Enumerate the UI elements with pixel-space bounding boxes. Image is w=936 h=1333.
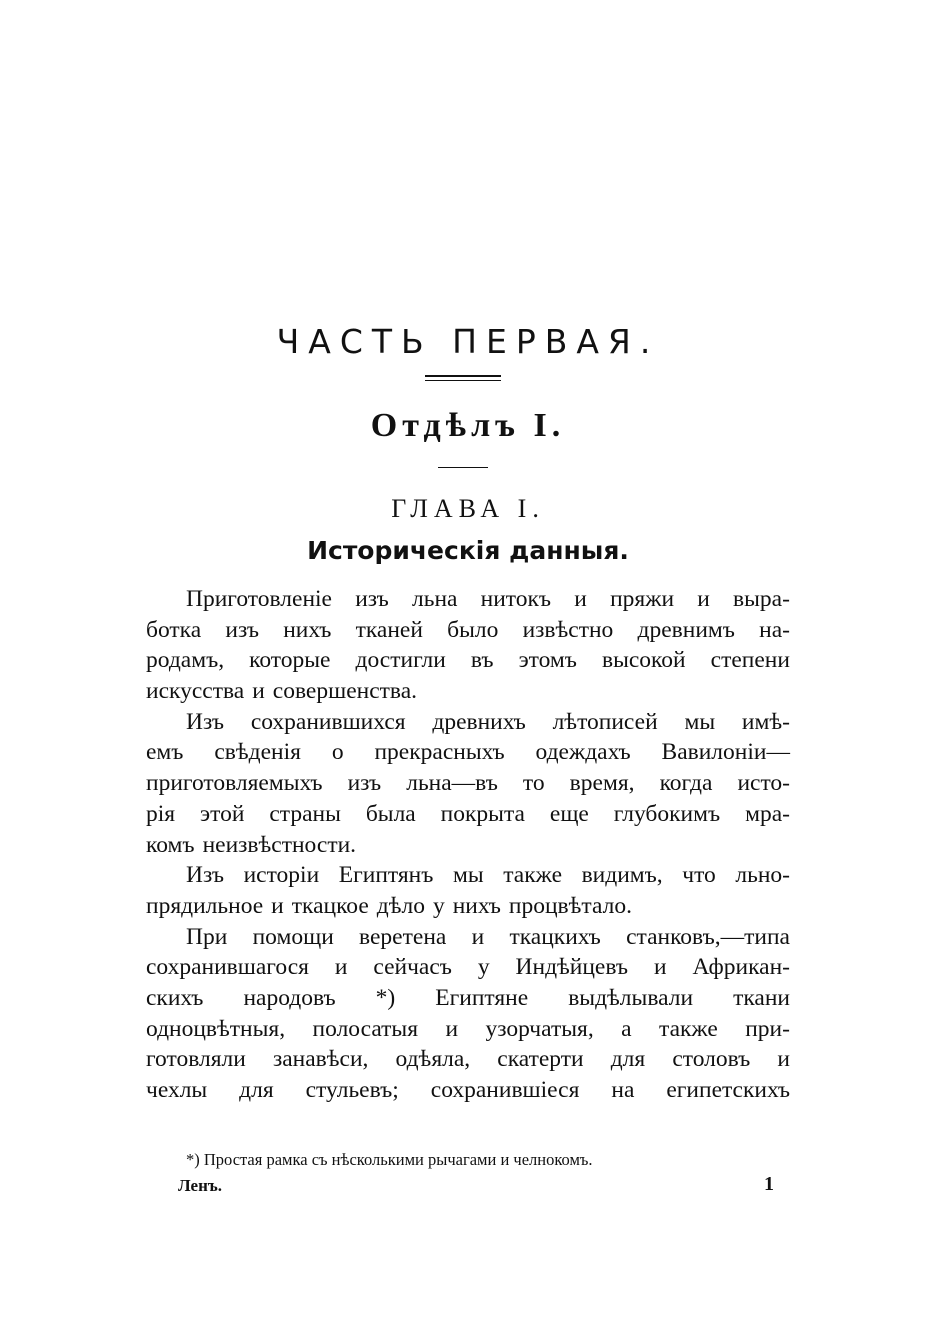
word: одѣяла, <box>395 1046 471 1073</box>
word: готовляли <box>146 1046 246 1073</box>
signature-mark: Ленъ. <box>178 1176 223 1195</box>
word: и <box>777 1046 790 1073</box>
word: станковъ,—типа <box>626 923 790 950</box>
word: процвѣтало. <box>508 892 632 919</box>
word: узорчатыя, <box>485 1015 594 1042</box>
word: мы <box>684 708 716 735</box>
word: египетскихъ <box>666 1077 790 1103</box>
word: древнихъ <box>432 708 526 735</box>
word: для <box>610 1046 646 1073</box>
text-line <box>146 1075 790 1106</box>
section-title: Отдѣлъ I. <box>370 407 566 444</box>
word: сохранившіеся <box>430 1077 580 1103</box>
word: льно- <box>735 862 790 889</box>
word: страны <box>269 800 341 827</box>
word: родамъ, <box>146 647 225 674</box>
word: льна <box>412 586 458 612</box>
word: еще <box>549 800 589 827</box>
word: ткацкое <box>291 892 369 919</box>
word: пряжи <box>610 586 675 612</box>
word: мы <box>452 862 484 889</box>
word: сохранившихся <box>250 708 406 735</box>
word: столовъ <box>672 1046 751 1073</box>
word: приготовляемыхъ <box>146 770 323 797</box>
single-rule-divider <box>438 467 488 468</box>
word: комъ <box>146 831 195 858</box>
word: время, <box>569 770 635 797</box>
word: народовъ <box>243 984 336 1011</box>
chapter-title: ГЛАВА I. <box>391 494 545 523</box>
word: на <box>611 1077 635 1103</box>
word: была <box>365 800 416 827</box>
word: у <box>477 954 490 981</box>
word: которые <box>249 647 331 674</box>
text-line <box>146 676 790 707</box>
word: Египтяне <box>435 984 529 1011</box>
word: тканей <box>355 616 423 643</box>
footnote: *) Простая рамка съ нѣсколькими рычагами и челнокомъ. <box>186 1150 593 1169</box>
word: емъ <box>146 739 184 766</box>
word: сохранившагося <box>146 954 309 981</box>
word: исто- <box>737 770 790 797</box>
word: было <box>447 616 499 643</box>
word: этой <box>200 800 245 827</box>
word: извѣстно <box>522 616 614 643</box>
word: скихъ <box>146 984 204 1011</box>
double-rule-divider <box>425 375 501 381</box>
word: чехлы <box>146 1077 208 1103</box>
word: выдѣлывали <box>568 984 694 1011</box>
word: совершенства. <box>272 678 417 705</box>
word: и <box>334 954 348 981</box>
word: нихъ <box>452 892 501 919</box>
word: помощи <box>252 923 334 950</box>
word: искусства <box>146 678 245 705</box>
word: видимъ, <box>581 862 663 889</box>
word: ткацкихъ <box>509 923 601 950</box>
text-line <box>146 645 790 676</box>
text-line <box>146 737 790 768</box>
word: также <box>503 862 562 889</box>
word: веретена <box>359 923 447 950</box>
text-line <box>146 952 790 983</box>
word: Вавилоніи— <box>661 739 790 766</box>
text-line <box>146 707 790 738</box>
word: глубокимъ <box>613 800 721 827</box>
word: также <box>659 1015 718 1042</box>
word: и <box>445 1015 459 1042</box>
word: Индѣйцевъ <box>515 954 629 981</box>
word: дѣло <box>376 892 425 919</box>
word: льна—въ <box>406 770 498 797</box>
word: и <box>697 586 710 612</box>
word: одноцвѣтныя, <box>146 1015 286 1042</box>
word: высокой <box>601 647 686 674</box>
body-text <box>146 584 790 1106</box>
word: занавѣси, <box>272 1046 369 1073</box>
word: ботка <box>146 616 202 643</box>
word: при- <box>745 1015 790 1042</box>
word: на- <box>759 616 790 643</box>
word: что <box>682 862 716 889</box>
text-line <box>146 860 790 891</box>
text-line <box>146 615 790 646</box>
word: и <box>574 586 587 612</box>
word: нитокъ <box>480 586 552 612</box>
chapter-heading: Историческія данныя. <box>307 536 629 565</box>
word: и <box>271 892 284 919</box>
word: о <box>331 739 344 766</box>
word: имѣ- <box>741 708 790 735</box>
word: выра- <box>733 586 790 612</box>
word: въ <box>470 647 494 674</box>
word: изъ <box>347 770 382 797</box>
word: прядильное <box>146 892 264 919</box>
text-line <box>146 983 790 1014</box>
word: изъ <box>225 616 259 643</box>
word: Изъ <box>186 708 225 735</box>
word: этомъ <box>518 647 577 674</box>
text-line <box>146 799 790 830</box>
text-line <box>146 768 790 799</box>
word: прекрасныхъ <box>374 739 505 766</box>
word: полосатыя <box>312 1015 419 1042</box>
word: неизвѣстности. <box>202 831 357 858</box>
word: то <box>522 770 545 797</box>
word: *) <box>375 984 396 1011</box>
text-line <box>146 1044 790 1075</box>
text-line <box>146 830 790 861</box>
word: свѣденія <box>214 739 301 766</box>
word: для <box>239 1077 274 1103</box>
word: изъ <box>355 586 389 612</box>
word: Африкан- <box>692 954 790 981</box>
word: стульевъ; <box>305 1077 399 1103</box>
text-line <box>146 1014 790 1045</box>
text-line <box>146 891 790 922</box>
word: нихъ <box>283 616 332 643</box>
word: и <box>653 954 667 981</box>
word: а <box>621 1015 632 1042</box>
word: у <box>432 892 445 919</box>
word: исторіи <box>243 862 320 889</box>
word: рія <box>146 800 176 827</box>
word: и <box>252 678 265 705</box>
word: когда <box>659 770 713 797</box>
part-title: ЧАСТЬ ПЕРВАЯ. <box>276 322 660 361</box>
word: одеждахъ <box>535 739 631 766</box>
word: Изъ <box>186 862 225 889</box>
word: сейчасъ <box>373 954 452 981</box>
word: скатерти <box>497 1046 584 1073</box>
word: степени <box>710 647 790 674</box>
word: достигли <box>355 647 446 674</box>
word: При <box>186 923 228 950</box>
page-number: 1 <box>764 1173 774 1195</box>
text-line <box>146 922 790 953</box>
word: мра- <box>745 800 790 827</box>
word: покрыта <box>440 800 525 827</box>
text-line <box>146 584 790 615</box>
word: лѣтописей <box>552 708 658 735</box>
word: ткани <box>733 984 790 1011</box>
word: древнимъ <box>637 616 735 643</box>
word: и <box>471 923 485 950</box>
word: Приготовленіе <box>186 586 332 612</box>
word: Египтянъ <box>338 862 434 889</box>
